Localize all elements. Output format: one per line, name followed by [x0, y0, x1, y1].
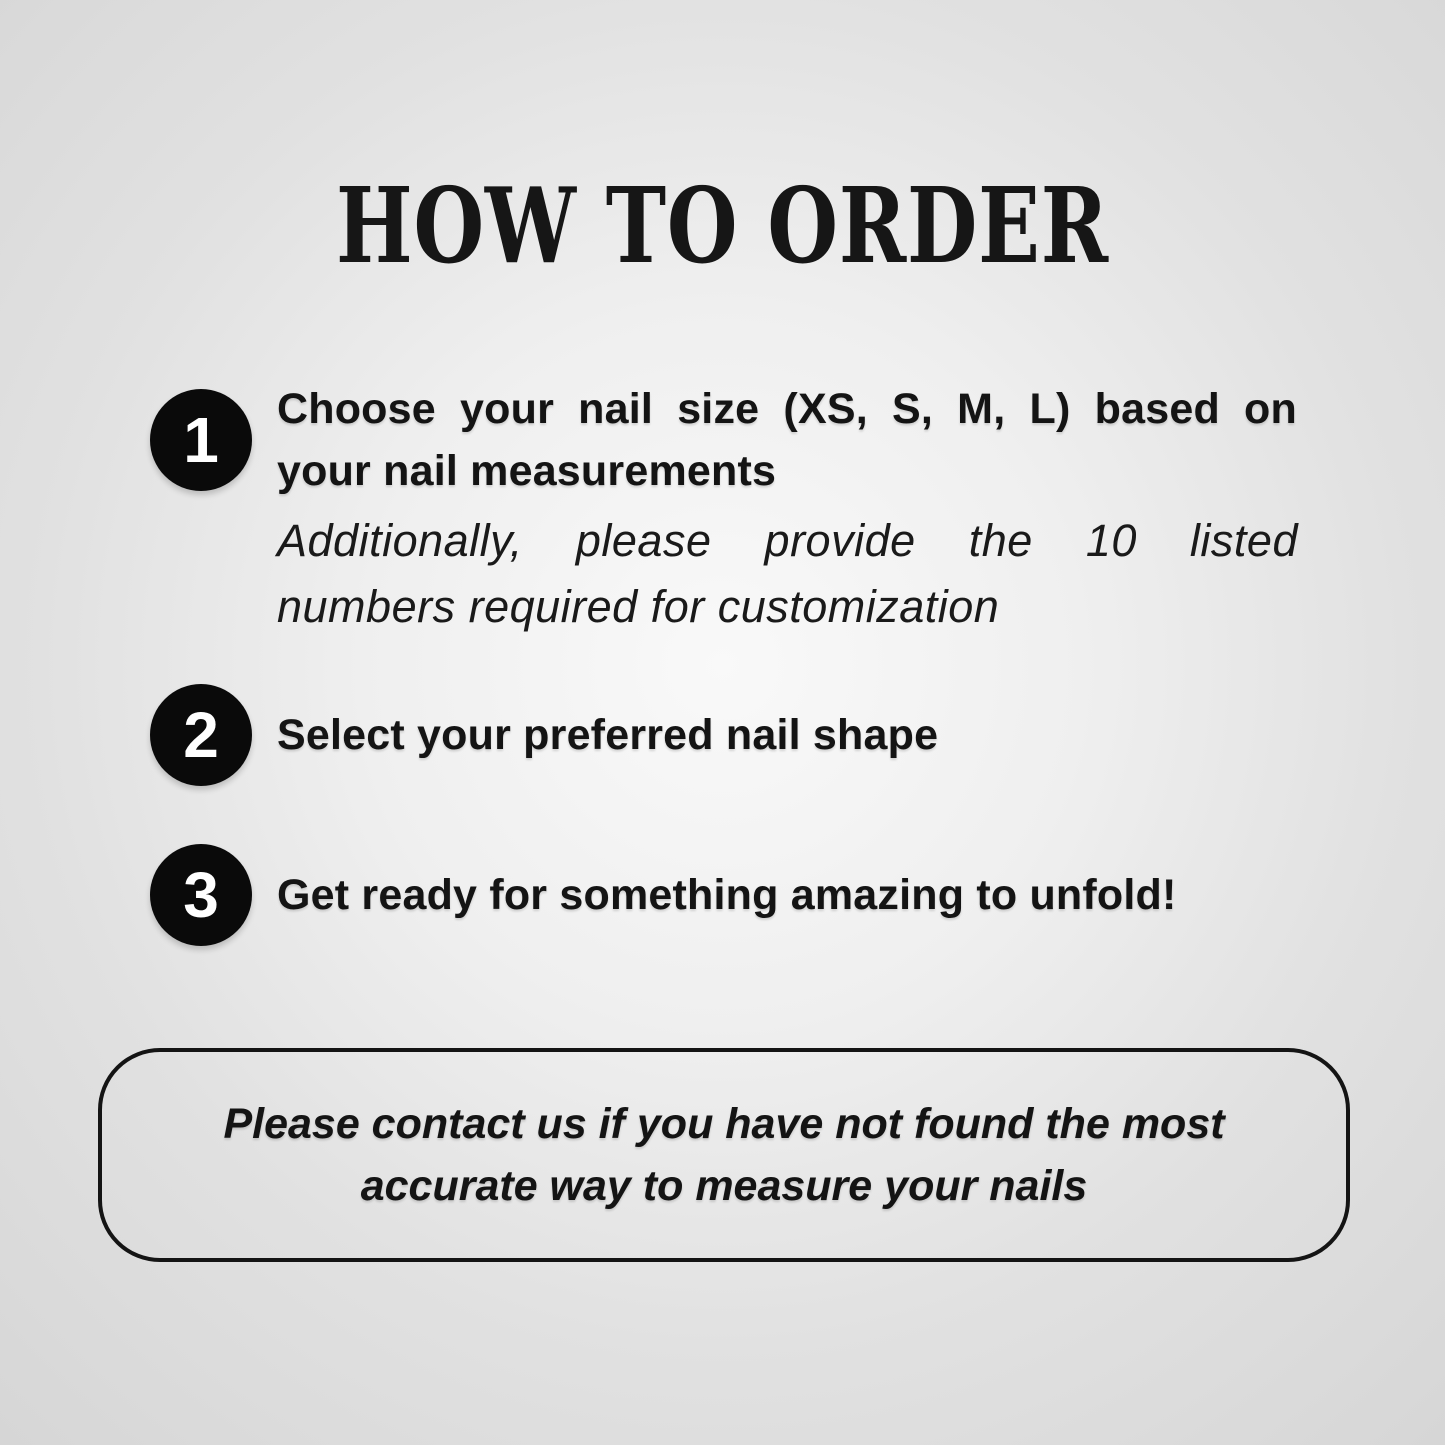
step-1-note-line-1: Additionally, please provide the 10 listed	[277, 515, 1298, 566]
step-3-heading-line-1: Get ready for something amazing to unfold!	[277, 871, 1177, 919]
contact-note-box	[98, 1048, 1350, 1262]
step-2-number: 2	[183, 699, 219, 771]
step-3-heading	[277, 864, 1297, 926]
step-3	[150, 843, 1297, 947]
page-title: HOW TO ORDER	[336, 164, 1109, 287]
contact-note-line-1: Please contact us if you have not found the most	[223, 1100, 1225, 1148]
step-1-note-line-2: numbers required for customization	[277, 581, 1000, 632]
step-2-heading-line-1: Select your preferred nail shape	[277, 711, 939, 759]
step-2	[150, 683, 1297, 787]
step-1-heading-line-1: Choose your nail size (XS, S, M, L) based on	[277, 385, 1297, 433]
step-1-heading-line-2: your nail measurements	[277, 447, 777, 495]
contact-note-line-2: accurate way to measure your nails	[360, 1162, 1088, 1210]
step-2-number-badge	[150, 684, 252, 786]
step-1-note	[277, 508, 1298, 640]
step-2-heading	[277, 704, 1297, 766]
step-1-number-badge	[150, 389, 252, 491]
step-3-number: 3	[183, 859, 219, 931]
step-3-number-badge	[150, 844, 252, 946]
step-1	[150, 378, 1297, 502]
step-1-heading	[277, 378, 1297, 502]
step-1-number: 1	[183, 404, 219, 476]
